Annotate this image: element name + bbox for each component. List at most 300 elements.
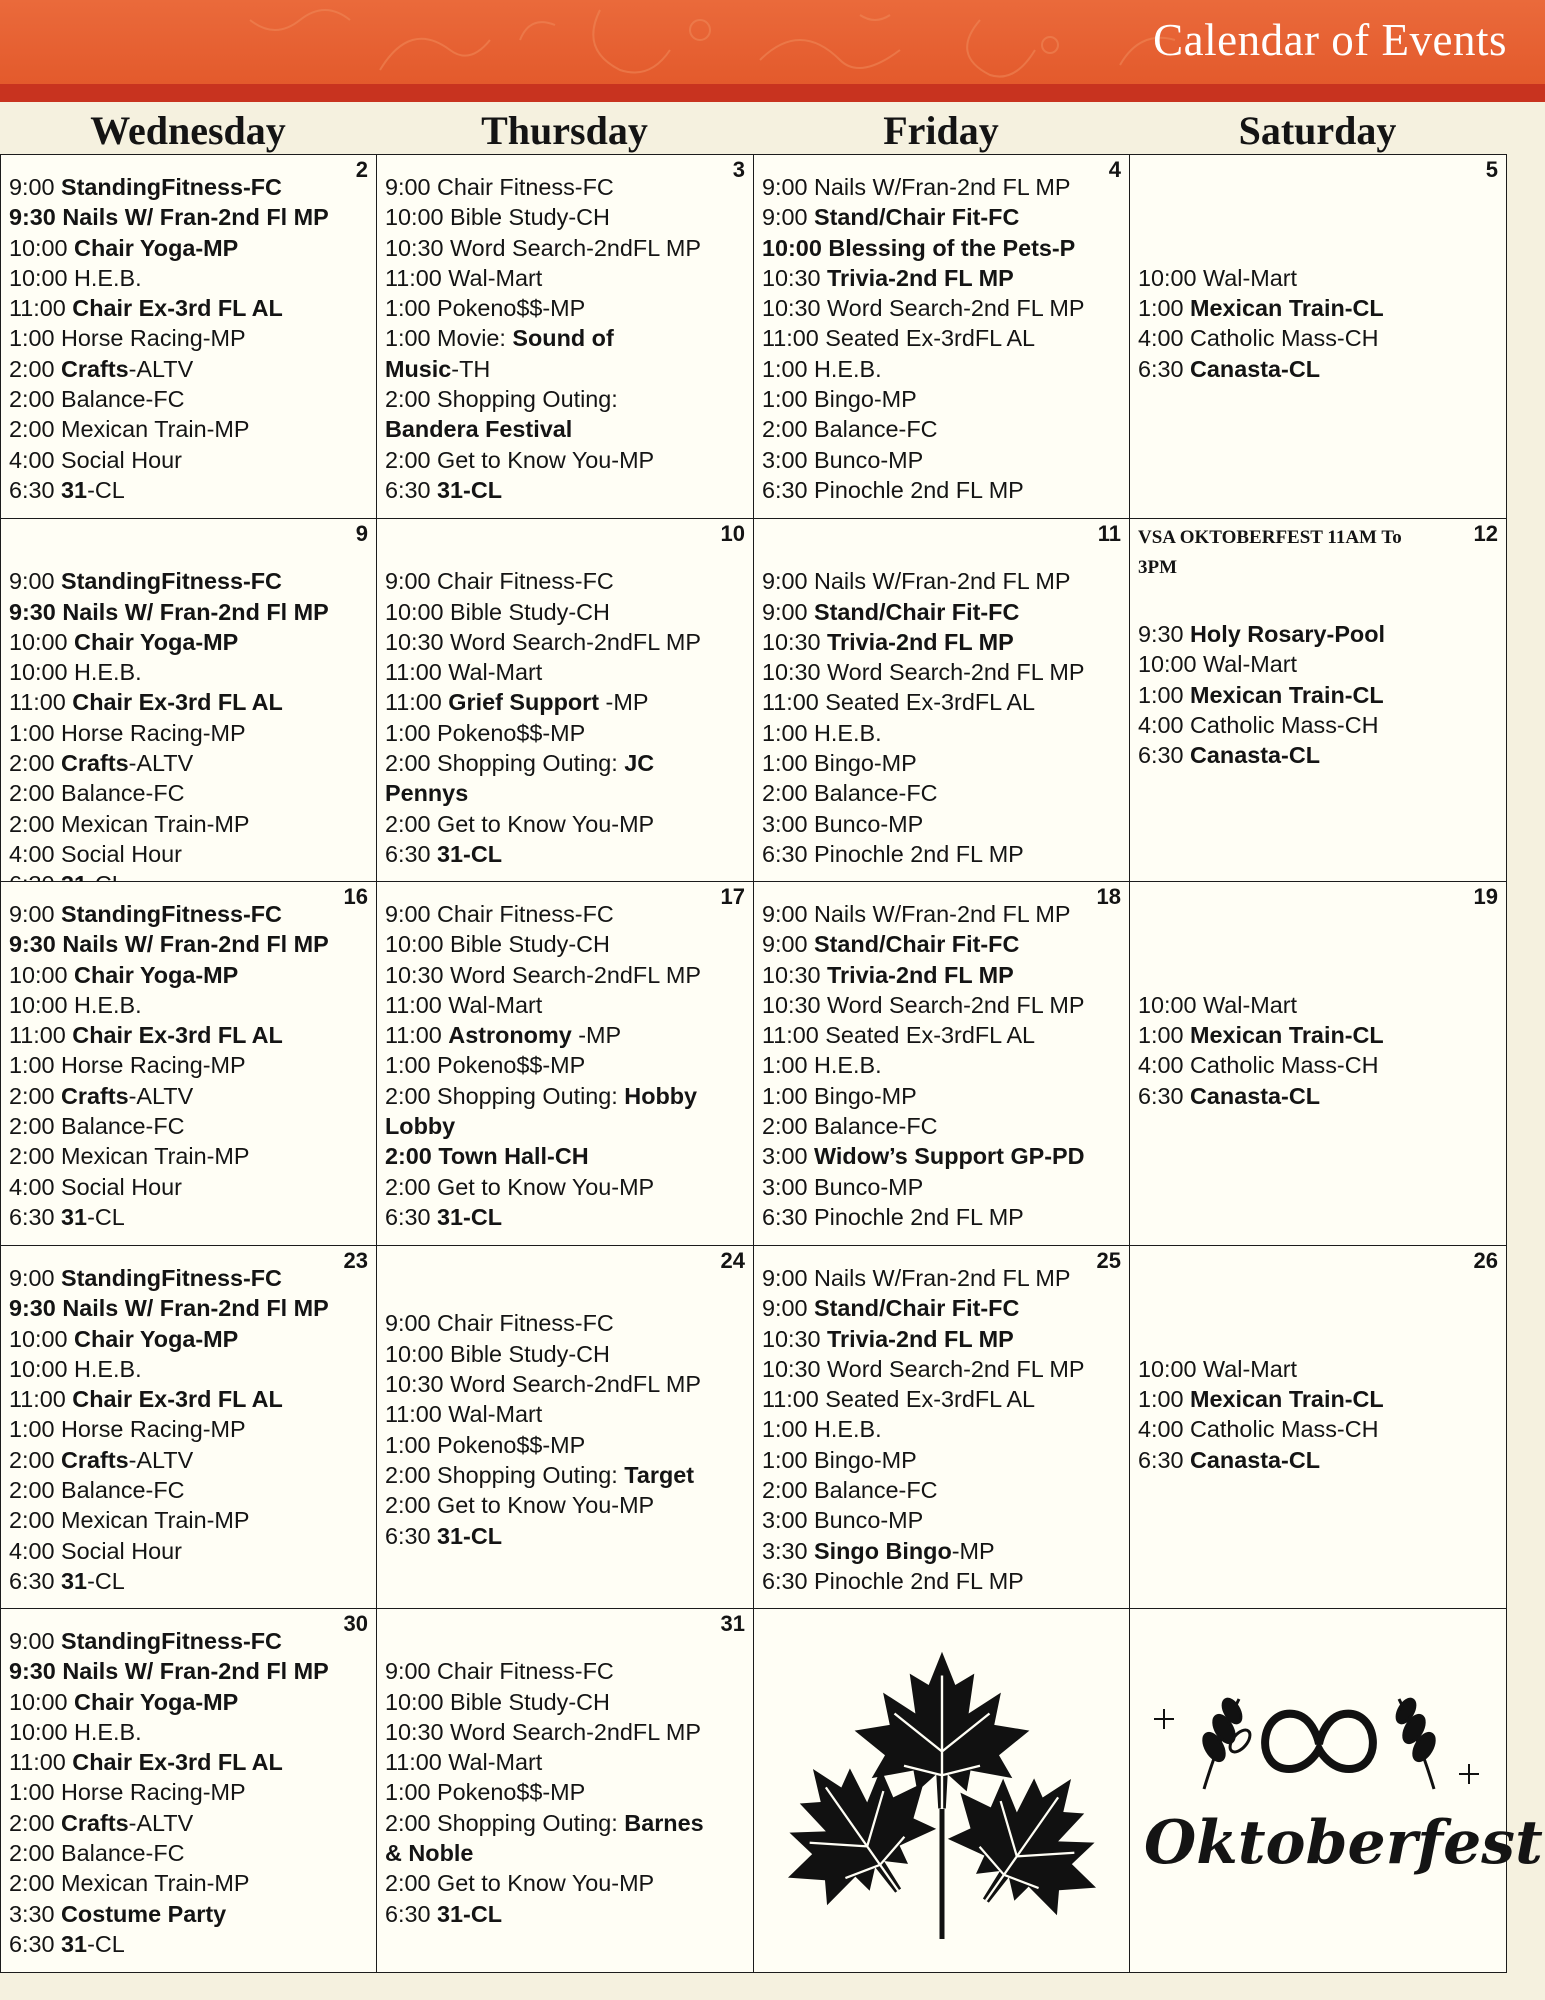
event-text: 6:30 Pinochle 2nd FL MP (762, 840, 1024, 867)
event-text: 6:30 (1138, 1446, 1191, 1473)
event-text: 1:00 (1138, 295, 1191, 322)
event-text: 2:00 (9, 750, 62, 777)
event-text: 9:00 (762, 1295, 815, 1322)
event-text: 3:30 (9, 1900, 62, 1927)
event-item (762, 445, 1125, 475)
event-text: 11:00 (385, 1022, 449, 1049)
event-text: 6:30 (1138, 1082, 1191, 1109)
event-list (1, 882, 376, 1232)
event-item (385, 960, 749, 990)
event-item (9, 1050, 372, 1080)
event-item (762, 172, 1125, 202)
event-highlight: Astronomy (448, 1022, 572, 1049)
event-item (762, 293, 1125, 323)
event-item (385, 1838, 749, 1868)
event-text: 10:00 Bible Study-CH (385, 1688, 610, 1715)
event-item (385, 929, 749, 959)
event-item (385, 1521, 749, 1551)
event-text: 10:30 Word Search-2nd FL MP (762, 295, 1085, 322)
event-text: 6:30 (385, 840, 438, 867)
event-item (762, 778, 1125, 808)
event-item (762, 414, 1125, 444)
event-item (9, 384, 372, 414)
event-item (9, 1687, 372, 1717)
event-item (385, 627, 749, 657)
event-item (9, 1656, 372, 1686)
event-item (385, 778, 749, 808)
day-number: 3 (732, 157, 745, 182)
event-item (9, 1324, 372, 1354)
event-text: 10:00 H.E.B. (9, 991, 142, 1018)
event-item (9, 1717, 372, 1747)
event-text: 10:00 Bible Study-CH (385, 1340, 610, 1367)
event-text: 11:00 Seated Ex-3rdFL AL (762, 1022, 1036, 1049)
event-text: 2:00 Shopping Outing: (385, 1809, 625, 1836)
event-text: 2:00 Balance-FC (762, 1477, 938, 1504)
calendar-day-cell (1129, 881, 1507, 1246)
event-highlight: 9:30 Nails W/ Fran-2nd Fl MP (9, 204, 329, 231)
event-suffix: -ALTV (128, 1446, 194, 1473)
event-item (762, 323, 1125, 353)
event-item (9, 1566, 372, 1596)
event-text: 2:00 (9, 355, 62, 382)
event-text: 1:00 Bingo-MP (762, 1446, 917, 1473)
event-highlight: Costume Party (61, 1900, 227, 1927)
event-item (9, 354, 372, 384)
event-item (9, 687, 372, 717)
event-item (762, 1384, 1125, 1414)
event-highlight: Singo Bingo (814, 1537, 952, 1564)
event-item (762, 233, 1125, 263)
event-highlight: Trivia-2nd FL MP (827, 264, 1014, 291)
event-item (385, 1308, 749, 1338)
event-text: 3:00 (762, 1143, 815, 1170)
event-item (762, 1141, 1125, 1171)
event-suffix: -MP (571, 1022, 622, 1049)
calendar-day-cell (0, 1608, 377, 1973)
day-number: 16 (343, 884, 368, 909)
event-item (385, 839, 749, 869)
event-highlight: 31 (61, 1203, 88, 1230)
event-item (1138, 323, 1502, 353)
event-item (385, 1202, 749, 1232)
event-text: 4:00 Social Hour (9, 1173, 182, 1200)
event-item (385, 1430, 749, 1460)
event-highlight: Stand/Chair Fit-FC (814, 931, 1020, 958)
day-number: 11 (1097, 521, 1121, 546)
day-number: 17 (720, 884, 745, 909)
event-text: 9:00 Nails W/Fran-2nd FL MP (762, 1265, 1071, 1291)
event-item (762, 1263, 1125, 1293)
event-text: 10:30 Word Search-2ndFL MP (385, 1371, 701, 1398)
event-highlight: JC (624, 750, 655, 777)
day-number: 10 (720, 521, 745, 546)
event-text: 1:00 (1138, 1386, 1191, 1413)
event-item (762, 809, 1125, 839)
event-list (377, 882, 753, 1232)
event-text: 11:00 Wal-Mart (385, 264, 543, 291)
event-text: 4:00 Social Hour (9, 446, 182, 473)
event-text: 10:00 (9, 1325, 75, 1352)
event-text: 10:30 Word Search-2ndFL MP (385, 234, 701, 261)
event-highlight: 31-CL (437, 476, 503, 503)
event-item (1138, 990, 1502, 1020)
calendar-day-cell (1129, 154, 1507, 519)
event-list (377, 519, 753, 869)
event-highlight: 2:00 Town Hall-CH (385, 1143, 589, 1170)
event-text: 1:00 Horse Racing-MP (9, 325, 246, 352)
event-text: 2:00 Mexican Train-MP (9, 1507, 250, 1534)
event-text: 3:00 Bunco-MP (762, 1173, 924, 1200)
event-item (9, 960, 372, 990)
event-suffix: -TH (451, 355, 491, 382)
event-text: 6:30 Pinochle 2nd FL MP (762, 1567, 1024, 1594)
event-text: 1:00 Horse Racing-MP (9, 1052, 246, 1079)
event-highlight: Stand/Chair Fit-FC (814, 204, 1020, 231)
event-text: 10:30 (762, 264, 828, 291)
event-highlight: Chair Yoga-MP (74, 628, 239, 655)
event-text: 10:30 Word Search-2ndFL MP (385, 961, 701, 988)
event-item (1138, 1354, 1502, 1384)
event-suffix: -ALTV (128, 355, 194, 382)
event-list (754, 882, 1129, 1232)
event-item (762, 384, 1125, 414)
event-item (9, 657, 372, 687)
event-text: 10:00 (9, 234, 75, 261)
event-item (385, 1656, 749, 1686)
event-highlight: Grief Support (448, 689, 600, 716)
event-text: 2:00 Get to Know You-MP (385, 1492, 655, 1519)
event-text: 10:00 H.E.B. (9, 1718, 142, 1745)
event-item (1138, 1384, 1502, 1414)
day-number: 19 (1473, 884, 1498, 909)
event-highlight: StandingFitness-FC (61, 1265, 282, 1291)
event-text: 9:00 (9, 174, 62, 200)
event-item (385, 414, 749, 444)
event-item (9, 1626, 372, 1656)
maple-leaves-graphic (772, 1634, 1112, 1959)
event-highlight: Crafts (61, 750, 129, 777)
event-text: 11:00 Wal-Mart (385, 1749, 543, 1776)
event-item (385, 293, 749, 323)
event-highlight: Mexican Train-CL (1190, 1386, 1384, 1413)
event-text: 9:30 (1138, 621, 1191, 647)
calendar-day-cell (1129, 518, 1507, 882)
event-text: 9:00 Chair Fitness-FC (385, 1310, 614, 1337)
event-item (762, 929, 1125, 959)
oktoberfest-script-text: Oktoberfest (1144, 1808, 1543, 1878)
event-highlight: Canasta-CL (1190, 742, 1321, 769)
event-item (385, 566, 749, 596)
event-highlight: Chair Yoga-MP (74, 234, 239, 261)
event-highlight: 31-CL (437, 1203, 503, 1230)
event-text: 9:00 Chair Fitness-FC (385, 174, 614, 200)
event-text: 10:00 H.E.B. (9, 659, 142, 686)
event-highlight: Chair Ex-3rd FL AL (72, 1022, 283, 1049)
calendar-day-cell (1129, 1245, 1507, 1609)
event-item (385, 1020, 749, 1050)
event-text: 11:00 Seated Ex-3rdFL AL (762, 689, 1036, 716)
event-item (385, 1687, 749, 1717)
event-item (9, 1899, 372, 1929)
calendar-day-cell (753, 154, 1130, 519)
event-highlight: 31 (61, 1930, 88, 1957)
event-item (9, 1263, 372, 1293)
event-text: 2:00 Balance-FC (762, 780, 938, 807)
event-highlight: Crafts (61, 1082, 129, 1109)
event-item (385, 233, 749, 263)
calendar-day-cell (753, 1245, 1130, 1609)
event-item (385, 1111, 749, 1141)
event-text: 10:30 (762, 628, 828, 655)
event-item (762, 899, 1125, 929)
event-text: 2:00 Shopping Outing: (385, 750, 625, 777)
event-text: 2:00 Get to Know You-MP (385, 1173, 655, 1200)
event-item (9, 929, 372, 959)
event-item (762, 354, 1125, 384)
event-text: 1:00 (1138, 1022, 1191, 1049)
event-text: 1:00 Pokeno$$-MP (385, 1052, 586, 1079)
event-text: 1:00 H.E.B. (762, 719, 882, 746)
day-number: 4 (1108, 157, 1121, 182)
day-number: 5 (1485, 157, 1498, 182)
event-highlight: StandingFitness-FC (61, 568, 282, 595)
event-text: 6:30 (9, 1203, 62, 1230)
event-item (1138, 619, 1502, 649)
event-text: 6:30 Pinochle 2nd FL MP (762, 476, 1024, 503)
event-item (1138, 680, 1502, 710)
event-item (762, 657, 1125, 687)
event-list (377, 1246, 753, 1551)
event-text: 2:00 Shopping Outing: (385, 386, 618, 413)
event-item (9, 1536, 372, 1566)
event-item (9, 1777, 372, 1807)
event-item (9, 1868, 372, 1898)
event-item (762, 263, 1125, 293)
event-list (1130, 155, 1506, 384)
event-highlight: Sound of (512, 325, 614, 352)
event-item (385, 1717, 749, 1747)
event-item (385, 202, 749, 232)
event-item (385, 899, 749, 929)
event-item (385, 1172, 749, 1202)
event-highlight: Chair Yoga-MP (74, 961, 239, 988)
event-item (9, 899, 372, 929)
event-item (762, 1324, 1125, 1354)
event-text: 1:00 Pokeno$$-MP (385, 1431, 586, 1458)
event-item (385, 1141, 749, 1171)
event-item (9, 1354, 372, 1384)
event-highlight: Barnes (624, 1809, 704, 1836)
event-item (762, 597, 1125, 627)
event-list (377, 155, 753, 505)
event-item (9, 1475, 372, 1505)
event-text: 1:00 H.E.B. (762, 355, 882, 382)
event-text: 2:00 Balance-FC (762, 416, 938, 443)
event-item (9, 1020, 372, 1050)
event-item (9, 293, 372, 323)
event-item (1138, 1050, 1502, 1080)
event-highlight: Trivia-2nd FL MP (827, 1325, 1014, 1352)
event-note: VSA OKTOBERFEST 11AM To 3PM (1138, 527, 1402, 578)
event-list (754, 519, 1129, 869)
event-text: 2:00 Balance-FC (9, 386, 185, 413)
event-text: 11:00 (9, 1386, 73, 1413)
calendar-day-cell (376, 881, 754, 1246)
event-text: 4:00 Catholic Mass-CH (1138, 325, 1379, 352)
event-text: 2:00 Balance-FC (9, 1113, 185, 1140)
event-list (1, 519, 376, 900)
event-highlight: Canasta-CL (1190, 355, 1321, 382)
event-text: 9:00 (762, 204, 815, 231)
event-item (1138, 1020, 1502, 1050)
event-text: 2:00 Balance-FC (9, 780, 185, 807)
event-item (9, 475, 372, 505)
event-text: 10:00 Wal-Mart (1138, 991, 1298, 1018)
event-text: 10:30 Word Search-2nd FL MP (762, 659, 1085, 686)
event-text: 1:00 H.E.B. (762, 1416, 882, 1443)
event-highlight: Bandera Festival (385, 416, 573, 443)
event-text: 10:00 Wal-Mart (1138, 651, 1298, 678)
calendar-day-cell (376, 154, 754, 519)
event-text: 11:00 Wal-Mart (385, 1401, 543, 1428)
event-list (1, 1609, 376, 1959)
event-text: 6:30 (385, 1203, 438, 1230)
event-item (762, 1505, 1125, 1535)
event-item (9, 414, 372, 444)
event-highlight: Chair Ex-3rd FL AL (72, 295, 283, 322)
event-list (1130, 882, 1506, 1111)
event-text: 9:00 (9, 901, 62, 927)
event-item (385, 1081, 749, 1111)
event-text: 3:00 Bunco-MP (762, 1507, 924, 1534)
event-text: 9:00 (762, 598, 815, 625)
day-header-wednesday: Wednesday (90, 108, 286, 153)
event-highlight: Music (385, 355, 452, 382)
event-text: 6:30 (385, 1522, 438, 1549)
maple-leaves-icon (772, 1634, 1112, 1954)
event-item (9, 1202, 372, 1232)
event-text: 11:00 Wal-Mart (385, 991, 543, 1018)
event-text: 10:00 H.E.B. (9, 1355, 142, 1382)
event-suffix: -ALTV (128, 1082, 194, 1109)
event-item (9, 1081, 372, 1111)
event-item (385, 263, 749, 293)
event-text: 9:00 Nails W/Fran-2nd FL MP (762, 174, 1071, 200)
event-item (9, 597, 372, 627)
event-text: 11:00 Wal-Mart (385, 659, 543, 686)
event-item (762, 960, 1125, 990)
event-item (385, 718, 749, 748)
event-text: 2:00 Mexican Train-MP (9, 416, 250, 443)
day-number: 2 (355, 157, 368, 182)
event-text: 11:00 (9, 1022, 73, 1049)
event-item (385, 748, 749, 778)
event-text: 11:00 Seated Ex-3rdFL AL (762, 1386, 1036, 1413)
event-item (9, 263, 372, 293)
event-text: 1:00 Pokeno$$-MP (385, 1779, 586, 1806)
calendar-day-cell (0, 881, 377, 1246)
event-highlight: Target (624, 1461, 695, 1488)
event-text: 6:30 (1138, 742, 1191, 769)
event-highlight: Chair Ex-3rd FL AL (72, 1749, 283, 1776)
event-text: 1:00 (1138, 681, 1191, 708)
event-item (385, 1899, 749, 1929)
event-suffix: -CL (87, 476, 125, 503)
event-highlight: Stand/Chair Fit-FC (814, 598, 1020, 625)
event-highlight: Crafts (61, 1809, 129, 1836)
event-text: 1:00 Movie: (385, 325, 513, 352)
event-text: 2:00 Balance-FC (762, 1113, 938, 1140)
event-item (762, 1445, 1125, 1475)
event-item (385, 1050, 749, 1080)
event-text: 1:00 Bingo-MP (762, 386, 917, 413)
event-highlight: StandingFitness-FC (61, 174, 282, 200)
event-suffix: -CL (87, 1203, 125, 1230)
event-item (762, 687, 1125, 717)
event-highlight: 9:30 Nails W/ Fran-2nd Fl MP (9, 1295, 329, 1322)
event-text: 2:00 Get to Know You-MP (385, 810, 655, 837)
event-item (385, 1369, 749, 1399)
event-text: 11:00 (9, 295, 73, 322)
event-item (762, 1475, 1125, 1505)
event-list (754, 155, 1129, 505)
event-item (1138, 740, 1502, 770)
event-highlight: Chair Ex-3rd FL AL (72, 689, 283, 716)
event-text: 2:00 Get to Know You-MP (385, 1870, 655, 1897)
day-number: 31 (720, 1611, 745, 1636)
event-text: 6:30 (9, 1567, 62, 1594)
event-text: 9:00 Chair Fitness-FC (385, 1658, 614, 1685)
event-highlight: Hobby (624, 1082, 698, 1109)
event-suffix: -ALTV (128, 1809, 194, 1836)
event-highlight: Mexican Train-CL (1190, 681, 1384, 708)
event-text: 4:00 Catholic Mass-CH (1138, 1052, 1379, 1079)
event-suffix: -CL (87, 1567, 125, 1594)
event-suffix: -MP (951, 1537, 995, 1564)
event-item (385, 1777, 749, 1807)
calendar-day-cell (753, 881, 1130, 1246)
event-text: 2:00 Get to Know You-MP (385, 446, 655, 473)
event-item (762, 1111, 1125, 1141)
day-number: 26 (1473, 1248, 1498, 1273)
event-item (385, 475, 749, 505)
event-item (385, 809, 749, 839)
event-highlight: 10:00 Blessing of the Pets-P (762, 234, 1076, 261)
event-item (9, 1111, 372, 1141)
event-text: 6:30 (9, 1930, 62, 1957)
event-highlight: 31-CL (437, 840, 503, 867)
event-item (385, 445, 749, 475)
event-list (1130, 1246, 1506, 1475)
day-number: 24 (720, 1248, 745, 1273)
event-text: 10:30 Word Search-2ndFL MP (385, 628, 701, 655)
event-item (385, 597, 749, 627)
event-text: 6:30 (1138, 355, 1191, 382)
event-highlight: 31-CL (437, 1900, 503, 1927)
day-number: 23 (343, 1248, 368, 1273)
event-item (1138, 1414, 1502, 1444)
event-text: 10:30 Word Search-2nd FL MP (762, 991, 1085, 1018)
event-highlight: 9:30 Nails W/ Fran-2nd Fl MP (9, 598, 329, 625)
event-item (385, 1460, 749, 1490)
event-text: 9:00 (9, 1628, 62, 1654)
event-suffix: -MP (599, 689, 649, 716)
event-text: 2:00 Shopping Outing: (385, 1082, 625, 1109)
event-text: 6:30 (385, 1900, 438, 1927)
day-number: 18 (1096, 884, 1121, 909)
event-text: 3:00 Bunco-MP (762, 446, 924, 473)
